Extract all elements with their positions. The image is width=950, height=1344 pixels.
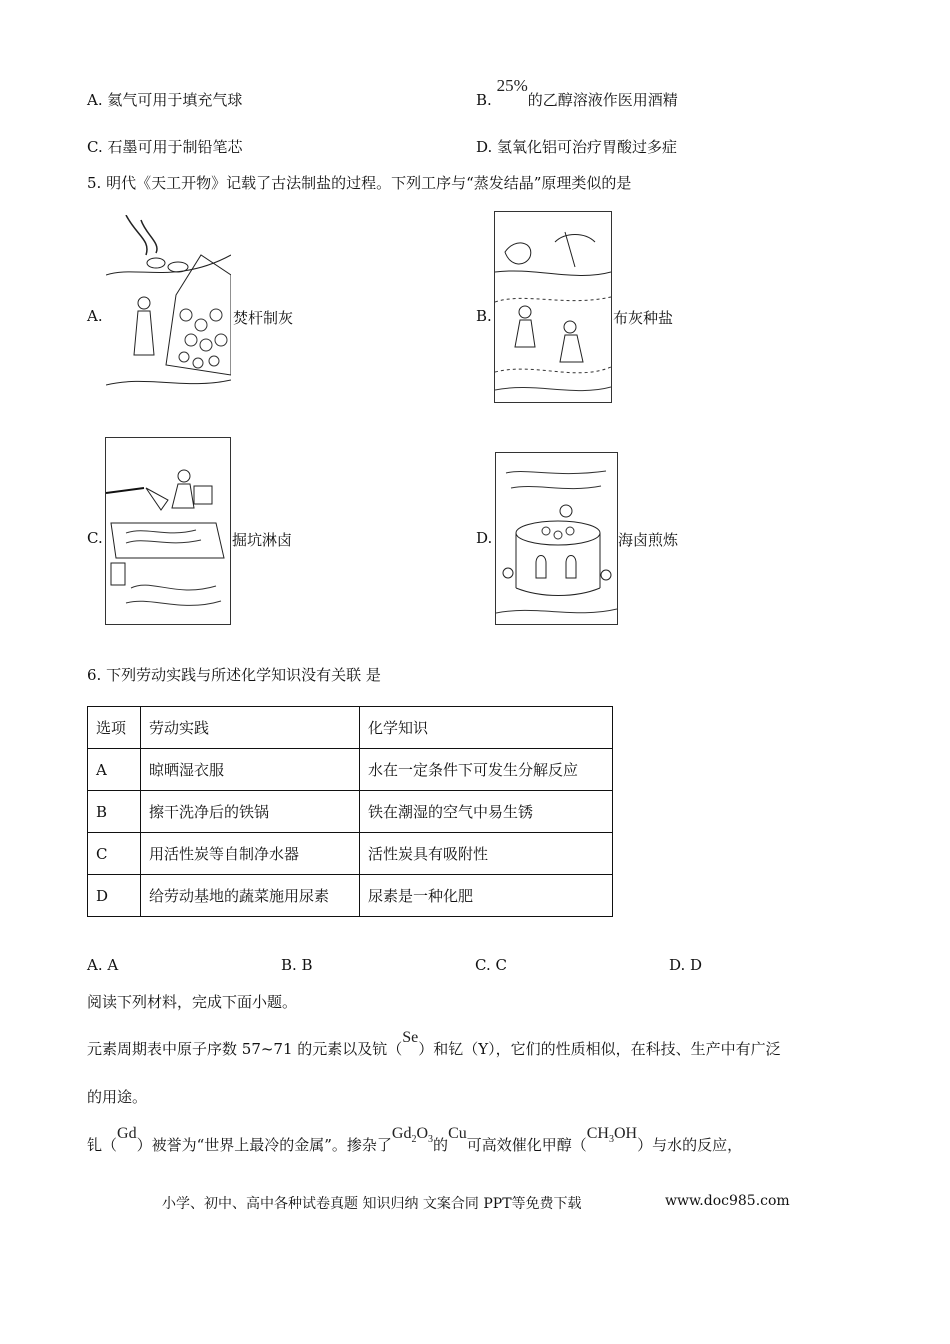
illustration-spread-ash-salt [494, 211, 612, 403]
table-row [88, 791, 613, 833]
q4-option-b [476, 76, 678, 110]
q4-option-a: A. 氦气可用于填充气球 [87, 91, 243, 109]
table-header-cell: 劳动实践 [141, 707, 360, 749]
table-cell: 活性炭具有吸附性 [360, 833, 613, 875]
q5-option-b-caption: 布灰种盐 [613, 309, 674, 327]
table-cell: A [88, 749, 141, 791]
illustration-dig-pit-brine [105, 437, 231, 625]
table-cell: 晾晒湿衣服 [141, 749, 360, 791]
table-cell: B [88, 791, 141, 833]
formula-part: OH [613, 1125, 638, 1142]
footer-text: 小学、初中、高中各种试卷真题 知识归纳 文案合同 PPT等免费下载 [162, 1196, 582, 1212]
table-cell: D [88, 875, 141, 917]
table-cell: C [88, 833, 141, 875]
illustration-boil-sea-brine [495, 452, 618, 625]
table-cell: 水在一定条件下可发生分解反应 [360, 749, 613, 791]
formula-gd2o3 [391, 1125, 434, 1145]
q6-table [87, 706, 613, 917]
q5-option-a-caption: 焚杆制灰 [233, 309, 294, 327]
table-cell: 尿素是一种化肥 [360, 875, 613, 917]
q4-option-d: D. 氢氧化铝可治疗胃酸过多症 [476, 138, 678, 156]
reading-paragraph-1-line-1 [87, 1029, 781, 1059]
formula-subscript: 3 [608, 1134, 614, 1145]
table-cell: 用活性炭等自制净水器 [141, 833, 360, 875]
reading-text: ）被誉为“世界上最冷的金属”。掺杂了 [136, 1136, 392, 1154]
formula-cu: Cu [448, 1125, 467, 1142]
table-header-row [88, 707, 613, 749]
q5-option-a-letter: A. [87, 307, 103, 325]
q6-answer-a: A. A [87, 956, 119, 974]
q5-option-c-caption: 掘坑淋卤 [232, 531, 293, 549]
q5-option-d-caption: 海卤煎炼 [618, 531, 679, 549]
reading-text: ）和钇（Y），它们的性质相似，在科技、生产中有广泛 [418, 1040, 781, 1058]
formula-subscript: 2 [411, 1134, 417, 1145]
table-cell: 铁在潮湿的空气中易生锈 [360, 791, 613, 833]
q5-option-d-letter: D. [476, 529, 493, 547]
q4-option-c: C. 石墨可用于制铅笔芯 [87, 138, 243, 156]
table-row [88, 833, 613, 875]
illustration-burn-stalks [106, 215, 231, 401]
footer-url[interactable]: www.doc985.com [665, 1193, 790, 1209]
reading-paragraph-1-line-2: 的用途。 [87, 1088, 148, 1106]
q4-option-b-text: 的乙醇溶液作医用酒精 [527, 91, 678, 109]
q6-stem: 6. 下列劳动实践与所述化学知识没有关联 是 [87, 666, 381, 684]
q6-answer-c: C. C [475, 956, 507, 974]
formula-part: Gd [391, 1125, 412, 1142]
table-cell: 给劳动基地的蔬菜施用尿素 [141, 875, 360, 917]
q5-option-c-letter: C. [87, 529, 103, 547]
table-row [88, 749, 613, 791]
formula-subscript: 3 [428, 1134, 434, 1145]
formula-ch3oh [586, 1125, 638, 1145]
q4-option-b-prefix: B. [476, 91, 497, 109]
formula-part: CH [586, 1125, 609, 1142]
table-row [88, 875, 613, 917]
q4-option-b-formula: 25% [496, 76, 528, 95]
formula-se: Se [402, 1029, 419, 1046]
reading-intro: 阅读下列材料，完成下面小题。 [87, 993, 298, 1011]
reading-text: 可高效催化甲醇（ [466, 1136, 587, 1154]
table-cell: 擦干洗净后的铁锅 [141, 791, 360, 833]
q6-answer-b: B. B [281, 956, 313, 974]
q6-answer-d: D. D [669, 956, 703, 974]
formula-gd: Gd [117, 1125, 137, 1142]
reading-text: 钆（ [87, 1136, 118, 1154]
table-header-cell: 化学知识 [360, 707, 613, 749]
table-header-cell: 选项 [88, 707, 141, 749]
q5-stem: 5. 明代《天工开物》记载了古法制盐的过程。下列工序与“蒸发结晶”原理类似的是 [87, 174, 632, 192]
reading-text: 元素周期表中原子序数 57~71 的元素以及钪（ [87, 1040, 403, 1058]
q5-option-b-letter: B. [476, 307, 492, 325]
reading-text: ）与水的反应， [637, 1136, 743, 1154]
reading-paragraph-2-line-1 [87, 1125, 743, 1155]
reading-text: 的 [433, 1136, 449, 1154]
formula-part: O [416, 1125, 429, 1142]
